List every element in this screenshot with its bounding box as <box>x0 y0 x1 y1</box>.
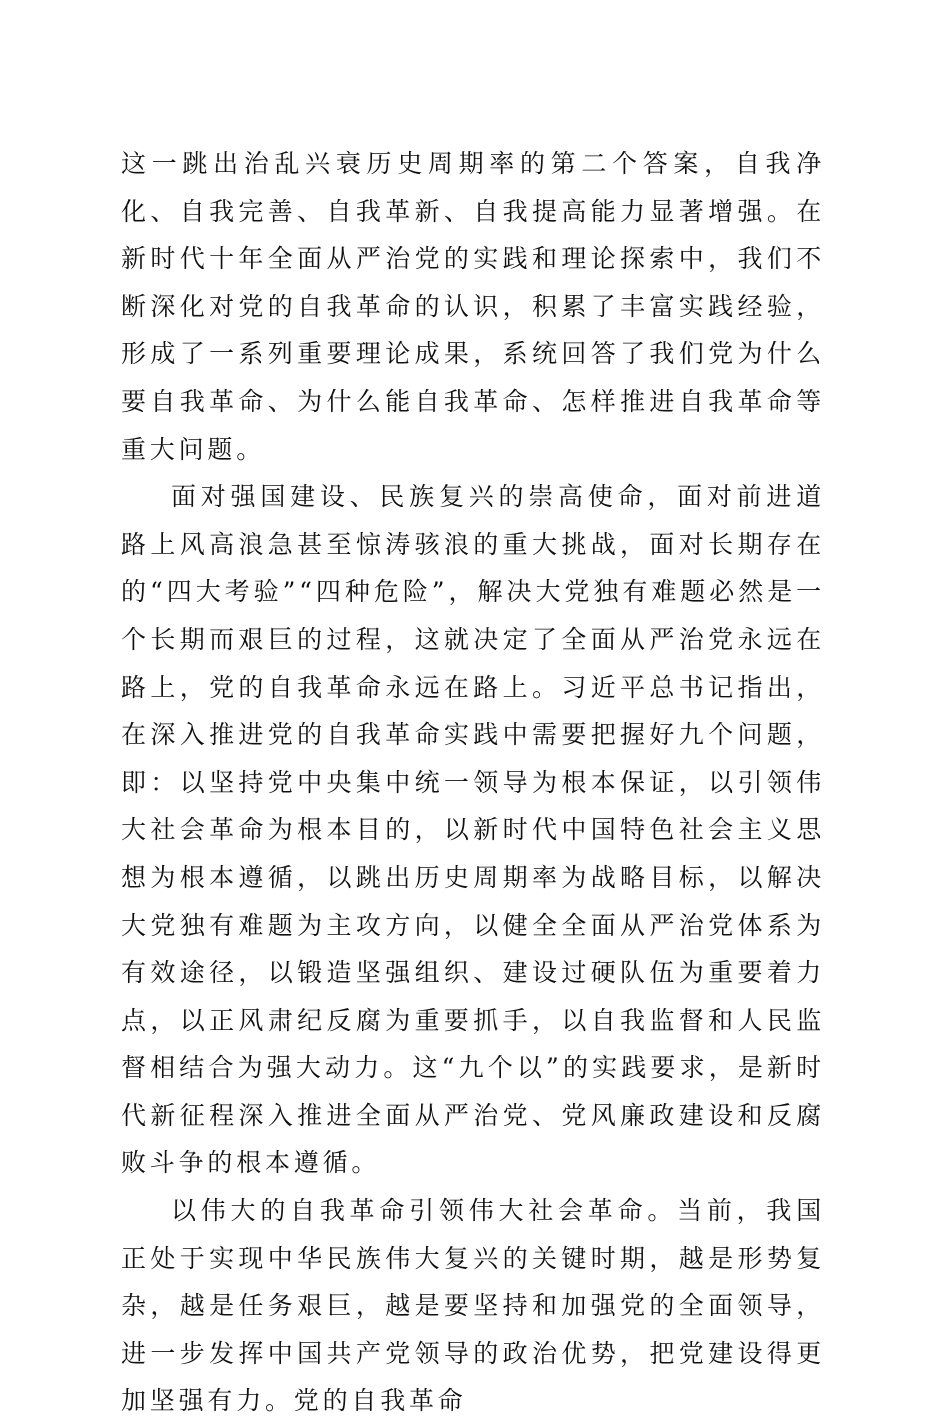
paragraph-leadership: 以伟大的自我革命引领伟大社会革命。当前，我国正处于实现中华民族伟大复兴的关键时期，越是形势复杂，越是任务艰巨，越是要坚持和加强党的全面领导，进一步发挥中国共产党领导的政治优势，把党建设得更加坚强有力。党的自我革命 <box>121 1196 825 1416</box>
paragraph-challenges: 面对强国建设、民族复兴的崇高使命，面对前进道路上风高浪急甚至惊涛骇浪的重大挑战，面对长期存在的“四大考验”“四种危险”，解决大党独有难题必然是一个长期而艰巨的过程，这就决定了全面从严治党永远在路上，党的自我革命永远在路上。习近平总书记指出，在深入推进党的自我革命实践中需要把握好九个问题，即：以坚持党中央集中统一领导为根本保证，以引领伟大社会革命为根本目的，以新时代中国特色社会主义思想为根本遵循，以跳出历史周期率为战略目标，以解决大党独有难题为主攻方向，以健全全面从严治党体系为有效途径，以锻造坚强组织、建设过硬队伍为重要着力点，以正风肃纪反腐为重要抓手，以自我监督和人民监督相结合为强大动力。这“九个以”的实践要求，是新时代新征程深入推进全面从严治党、党风廉政建设和反腐败斗争的根本遵循。 <box>121 482 825 1178</box>
document-body <box>121 140 825 1425</box>
paragraph-continuation: 这一跳出治乱兴衰历史周期率的第二个答案，自我净化、自我完善、自我革新、自我提高能力显著增强。在新时代十年全面从严治党的实践和理论探索中，我们不断深化对党的自我革命的认识，积累了丰富实践经验，形成了一系列重要理论成果，系统回答了我们党为什么要自我革命、为什么能自我革命、怎样推进自我革命等重大问题。 <box>121 149 825 464</box>
